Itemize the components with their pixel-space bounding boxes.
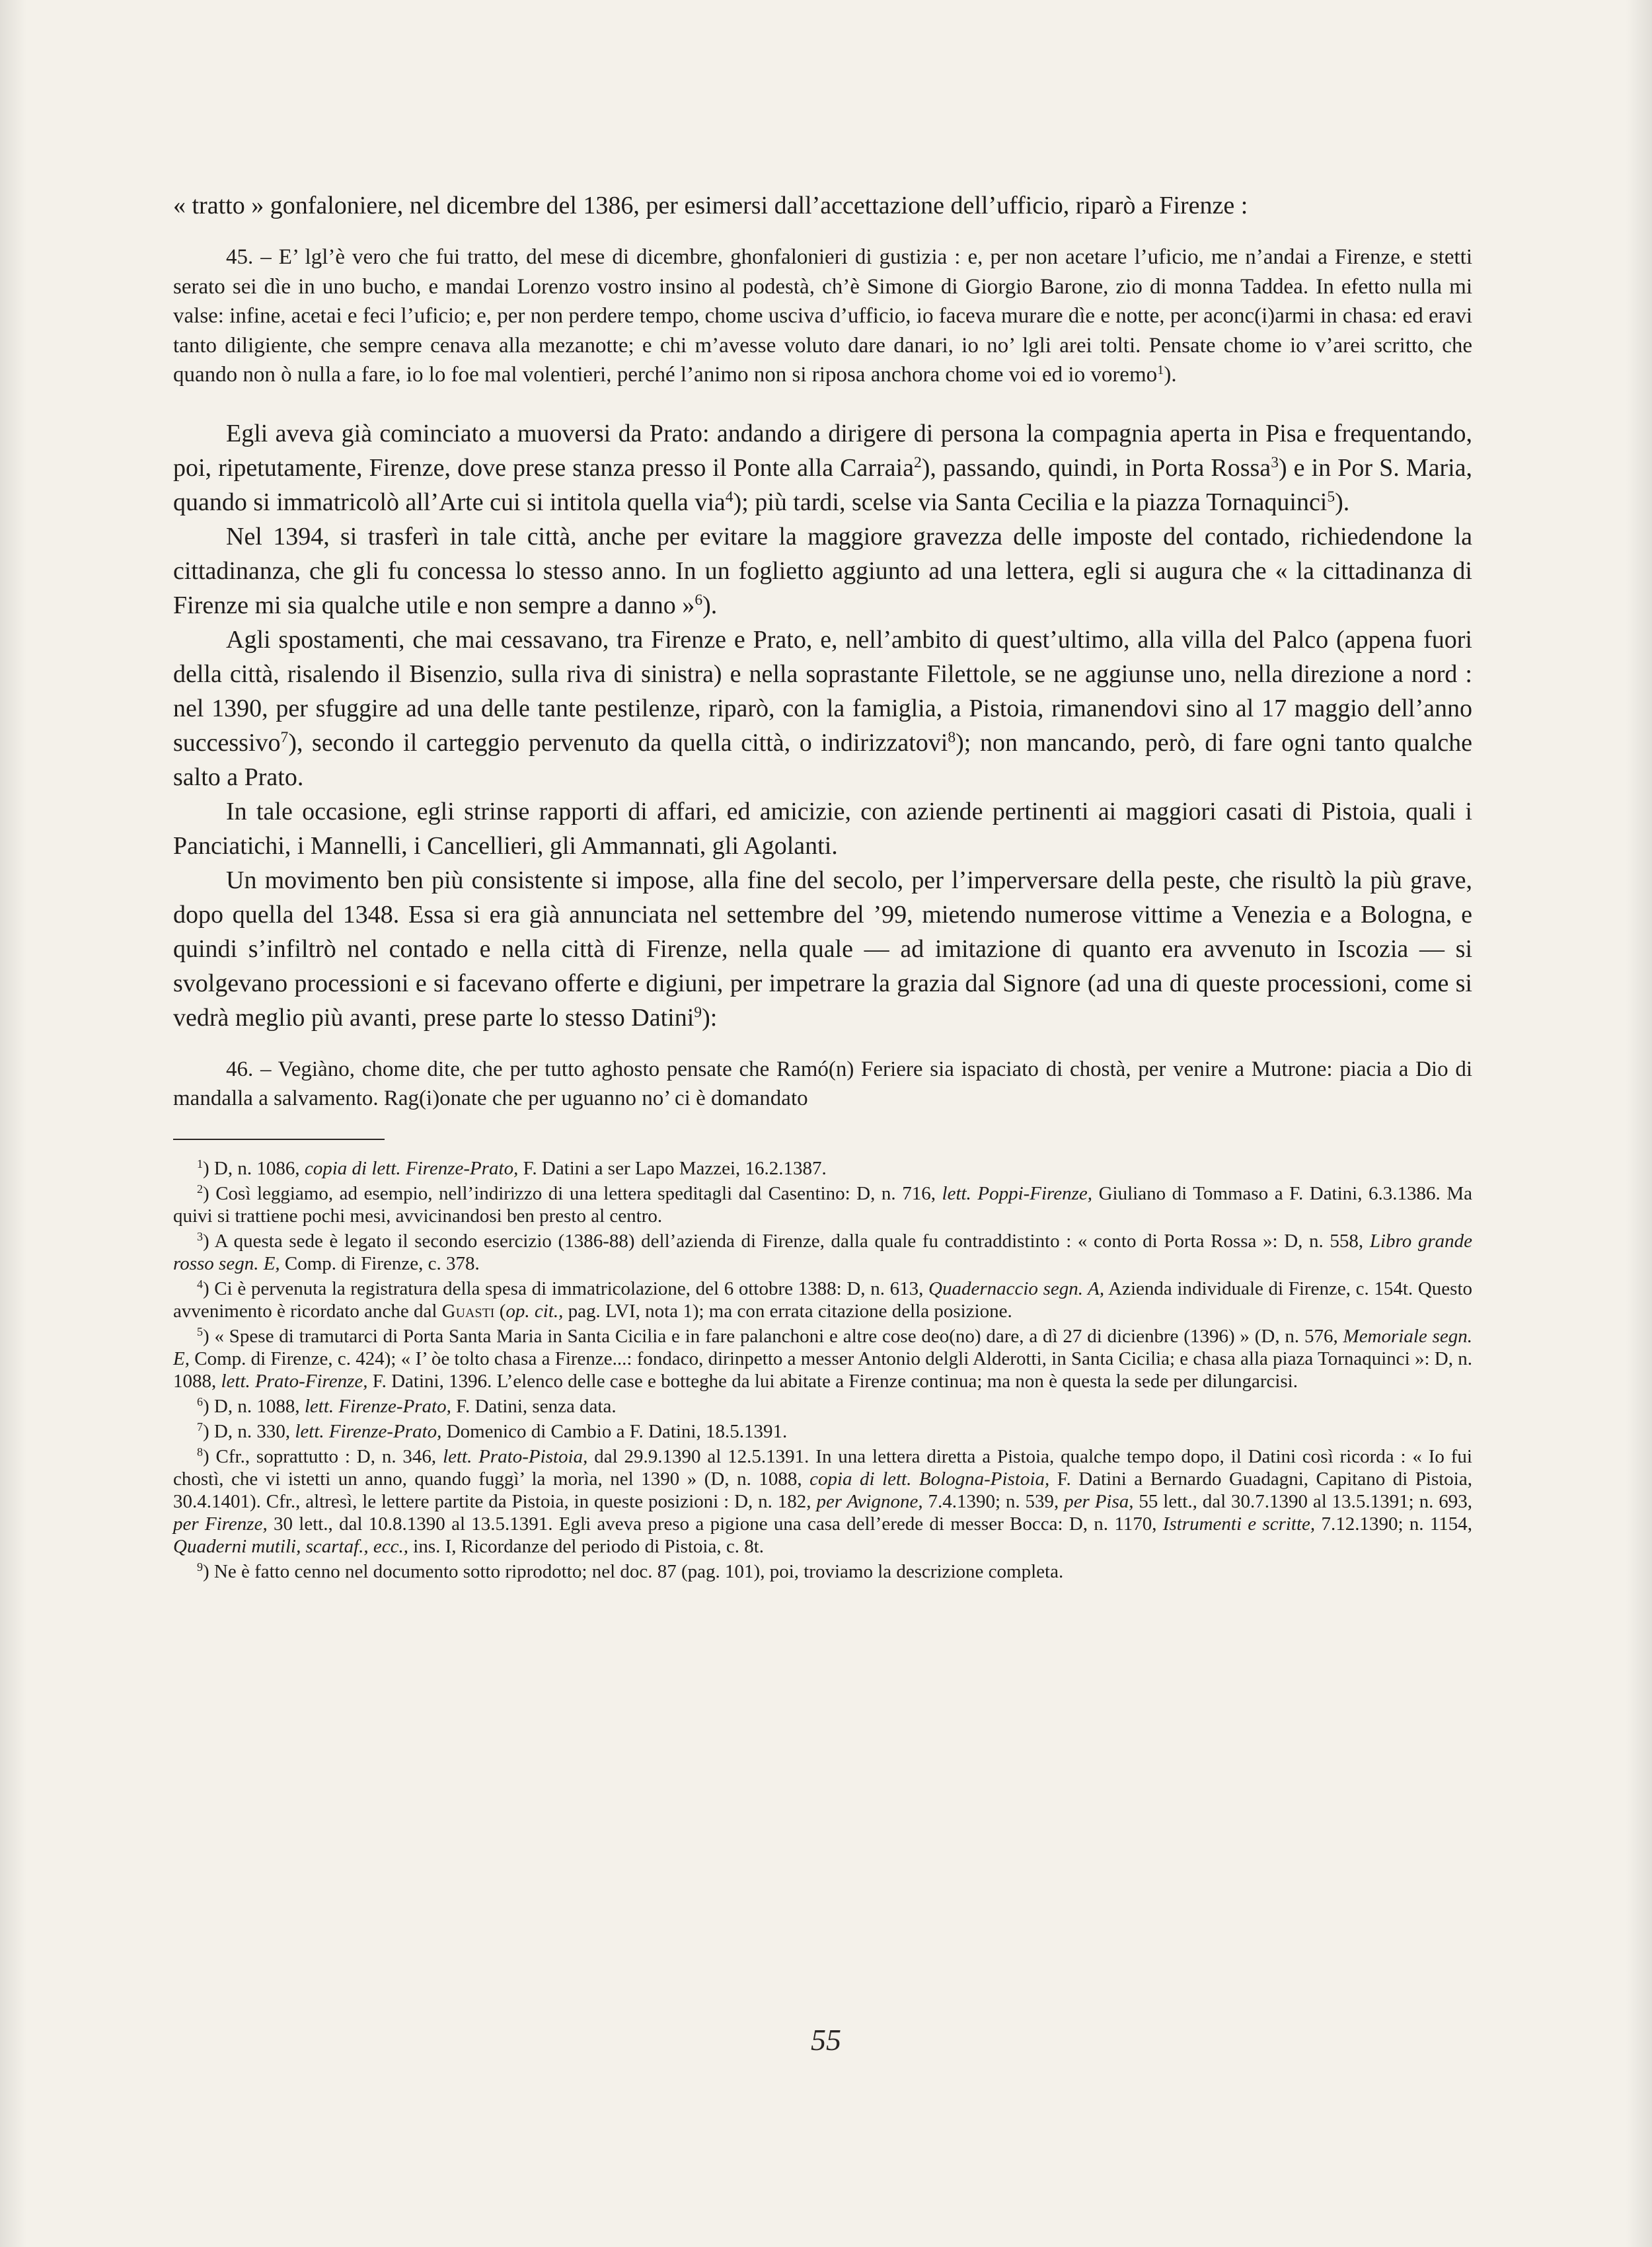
paragraph-3: Agli spostamenti, che mai cessavano, tra Firenze e Prato, e, nell’ambito di quest’ultimo, alla villa del Palco (appena fuori della città, risalendo il Bisenzio, sulla riva di sinistra) e nella soprastante Filettole, se ne aggiunse uno, nella direzione a nord : nel 1390, per sfuggire ad una delle tante pestilenze, riparò, con la famiglia, a Pistoia, rimanendovi sino al 17 maggio dell’anno successivo$^7$), secondo il carteggio pervenuto da quella città, o indirizzatovi$^8$); non mancando, però, di fare ogni tanto qualche salto a Prato.	[173, 625, 1473, 791]
footnote-2: $^2$) Così leggiamo, ad esempio, nell’indirizzo di una lettera speditagli dal Casentino: D, n. 716, lett. Poppi-Firenze, Giuliano di Tommaso a F. Datini, 6.3.1386. Ma quivi si trattiene pochi mesi, avvicinandosi ben presto al centro.	[173, 1182, 1472, 1227]
intro-paragraph: « tratto » gonfaloniere, nel dicembre del 1386, per esimersi dall’accettazione dell’ufficio, riparò a Firenze :	[173, 192, 1248, 219]
page-number: 55	[811, 2023, 841, 2057]
footnote-5: $^5$) « Spese di tramutarci di Porta Santa Maria in Santa Cicilia e in fare palanchoni e altre cose deo(no) dare, a dì 27 di dicienbre (1396) » (D, n. 576, Memoriale segn. E, Comp. di Firenze, c. 424); « I’ òe tolto chasa a Firenze...: fondaco, dirinpetto a messer Antonio delgli Alderotti, in Santa Cicilia; e chasa alla piaza Tornaquinci »: D, n. 1088, lett. Prato-Firenze, F. Datini, 1396. L’elenco delle case e botteghe da lui abitate a Firenze continua; ma non è questa la sede per dilungarcisi.	[173, 1324, 1472, 1392]
page-content	[173, 188, 1472, 1585]
page-edge-left	[0, 0, 26, 2247]
footnote-separator	[173, 1139, 385, 1140]
footnote-8: $^8$) Cfr., soprattutto : D, n. 346, lett. Prato-Pistoia, dal 29.9.1390 al 12.5.1391. In una lettera diretta a Pistoia, qualche tempo dopo, il Datini così ricorda : « Io fui chostì, che vi istetti un anno, quando fuggì’ la morìa, nel 1390 » (D, n. 1088, copia di lett. Bologna-Pistoia, F. Datini a Bernardo Guadagni, Capitano di Pistoia, 30.4.1401). Cfr., altresì, le lettere partite da Pistoia, in queste posizioni : D, n. 182, per Avignone, 7.4.1390; n. 539, per Pisa, 55 lett., dal 30.7.1390 al 13.5.1391; n. 693, per Firenze, 30 lett., dal 10.8.1390 al 13.5.1391. Egli aveva preso a pigione una casa dell’erede di messer Bocca: D, n. 1170, Istrumenti e scritte, 7.12.1390; n. 1154, Quaderni mutili, scartaf., ecc., ins. I, Ricordanze del periodo di Pistoia, c. 8t.	[173, 1445, 1472, 1557]
document-45-quote: 45. – E’ lgl’è vero che fui tratto, del mese di dicembre, ghonfalonieri di gustizia : e, per non acetare l’uficio, me n’andai a Firenze, e stetti serato sei dìe in uno bucho, e mandai Lorenzo vostro insino al podestà, ch’è Simone di Giorgio Barone, zio di monna Taddea. In efetto nulla mi valse: infine, acetai e feci l’uficio; e, per non perdere tempo, chome usciva d’ufficio, io faceva murare dìe e notte, per aconc(i)armi in chasa: ed eravi tanto diligiente, che sempre cenava alla mezanotte; e chi m’avesse voluto dare danari, io no’ lgli arei tolti. Pensate chome io v’arei scritto, che quando non ò nulla a fare, io lo foe mal volentieri, perché l’animo non si riposa anchora chome voi ed io voremo$^1$).	[173, 245, 1472, 387]
footnote-ref: 3	[1271, 453, 1279, 471]
footnote-3: $^3$) A questa sede è legato il secondo esercizio (1386-88) dell’azienda di Firenze, dalla quale fu contraddistinto : « conto di Porta Rossa »: D, n. 558, Libro grande rosso segn. E, Comp. di Firenze, c. 378.	[173, 1229, 1472, 1274]
footnote-4: $^4$) Ci è pervenuta la registratura della spesa di immatricolazione, del 6 ottobre 1388: D, n. 613, Quadernaccio segn. A, Azienda individuale di Firenze, c. 154t. Questo avvenimento è ricordato anche dal Guasti (op. cit., pag. LVI, nota 1); ma con errata citazione della posizione.	[173, 1277, 1472, 1322]
footnote-1: $^1$) D, n. 1086, copia di lett. Firenze-Prato, F. Datini a ser Lapo Mazzei, 16.2.1387.	[197, 1157, 827, 1179]
footnotes	[173, 1157, 1472, 1583]
footnote-6: $^6$) D, n. 1088, lett. Firenze-Prato, F. Datini, senza data.	[197, 1394, 617, 1417]
document-46-quote: 46. – Vegiàno, chome dite, che per tutto aghosto pensate che Ramó(n) Feriere sia ispaciato di chostà, per venire a Mutrone: piacia a Dio di mandalla a salvamento. Rag(i)onate che per uguanno no’ ci è domandato	[173, 1057, 1472, 1110]
footnote-ref: 8	[948, 728, 956, 746]
footnote-7: $^7$) D, n. 330, lett. Firenze-Prato, Domenico di Cambio a F. Datini, 18.5.1391.	[197, 1420, 788, 1442]
page-edge-right	[1626, 0, 1652, 2247]
footnote-ref: 2	[913, 453, 922, 471]
footnote-ref: 9	[694, 1003, 702, 1021]
paragraph-2: Nel 1394, si trasferì in tale città, anche per evitare la maggiore gravezza delle imposte del contado, richiedendone la cittadinanza, che gli fu concessa lo stesso anno. In un foglietto aggiunto ad una lettera, egli si augura che « la cittadinanza di Firenze mi sia qualche utile e non sempre a danno »$^6$).	[173, 522, 1472, 619]
footnote-ref: 7	[280, 728, 289, 746]
footnote-ref: 1	[1157, 362, 1164, 377]
footnote-9: $^9$) Ne è fatto cenno nel documento sotto riprodotto; nel doc. 87 (pag. 101), poi, troviamo la descrizione completa.	[197, 1560, 1064, 1582]
footnote-ref: 4	[725, 488, 733, 506]
footnote-ref: 5	[1327, 488, 1335, 506]
paragraph-5: Un movimento ben più consistente si impose, alla fine del secolo, per l’imperversare della peste, che risultò la più grave, dopo quella del 1348. Essa si era già annunciata nel settembre del ’99, mietendo numerose vittime a Venezia e a Bologna, e quindi s’infiltrò nel contado e nella città di Firenze, nella quale — ad imitazione di quanto era avvenuto in Iscozia — si svolgevano processioni e si facevano offerte e digiuni, per impetrare la grazia dal Signore (ad una di queste processioni, come si vedrà meglio più avanti, prese parte lo stesso Datini$^9$):	[173, 866, 1472, 1032]
paragraph-4: In tale occasione, egli strinse rapporti di affari, ed amicizie, con aziende pertinenti ai maggiori casati di Pistoia, quali i Panciatichi, i Mannelli, i Cancellieri, gli Ammannati, gli Agolanti.	[173, 797, 1472, 860]
paragraph-1: Egli aveva già cominciato a muoversi da Prato: andando a dirigere di persona la compagnia aperta in Pisa e frequentando, poi, ripetutamente, Firenze, dove prese stanza presso il Ponte alla Carraia$^2$), passando, quindi, in Porta Rossa$^3$) e in Por S. Maria, quando si immatricolò all’Arte cui si intitola quella via$^4$); più tardi, scelse via Santa Cecilia e la piazza Tornaquinci$^5$).	[173, 419, 1473, 516]
footnote-ref: 6	[695, 591, 703, 609]
